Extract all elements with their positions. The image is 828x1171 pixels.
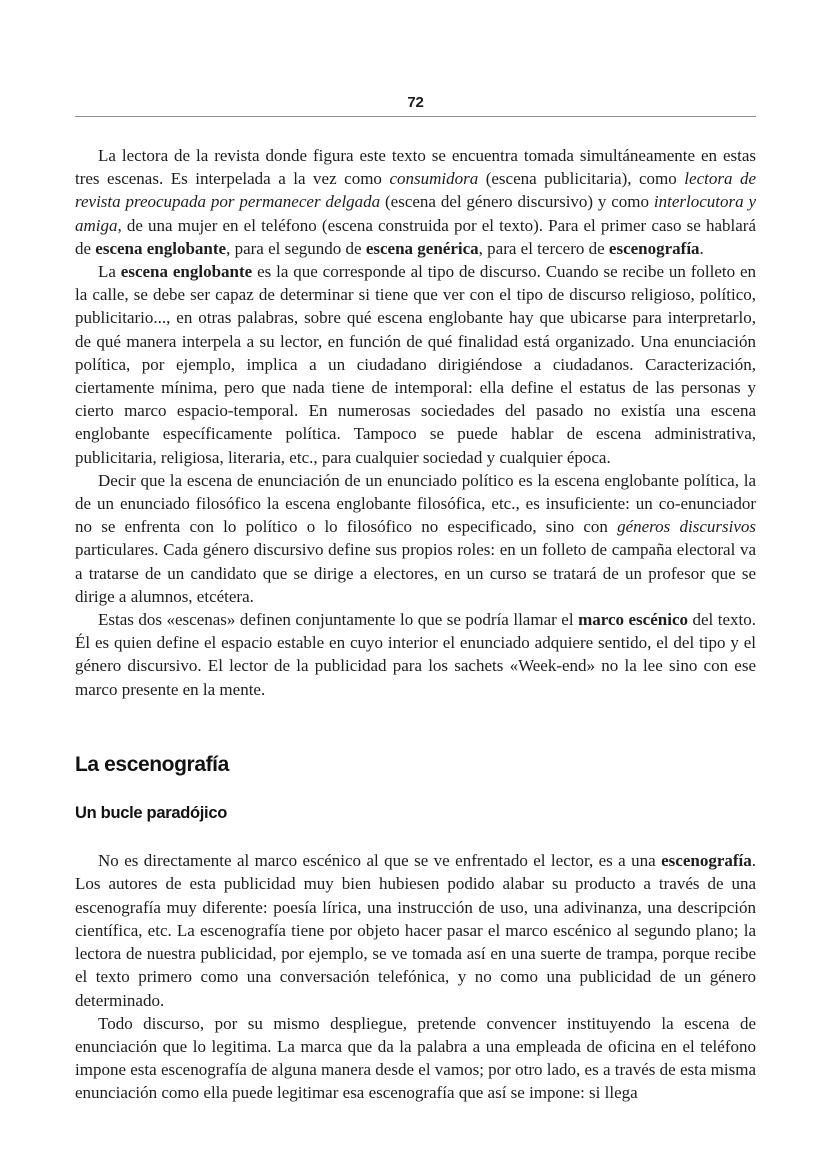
italic-run: géneros discursivos xyxy=(617,517,756,537)
body-paragraph xyxy=(75,1012,756,1105)
bold-run: escena englobante xyxy=(120,262,253,282)
header-rule xyxy=(75,116,756,117)
bold-run: escena genérica xyxy=(365,238,479,258)
text-run: , para el segundo de xyxy=(226,238,366,258)
text-run: . Los autores de esta publicidad muy bien hubiesen podido alabar su producto a través de una escenografía muy diferente: poesía lírica, una instrucción de uso, una adivinanza, una descripción científica, etc. La escenografía tiene por objeto hacer pasar el marco escénico al segundo plano; la lectora de nuestra publicidad, por ejemplo, se ve tomada así en una suerte de trampa, porque recibe el texto primero como una conversación telefónica, y no como una publicidad de un género determinado. xyxy=(75,851,756,1010)
text-run: particulares. Cada género discursivo define sus propios roles: en un folleto de campaña electoral va a tratarse de un candidato que se dirige a electores, en un curso se tratará de un profesor que se dirige a alumnos, etcétera. xyxy=(75,540,756,606)
text-run: , para el tercero de xyxy=(478,238,609,258)
text-run: Todo discurso, por su mismo despliegue, pretende convencer instituyendo la escena de enunciación que lo legitima. La marca que da la palabra a una empleada de oficina en el teléfono impone esta escenografía de alguna manera desde el vamos; por otro lado, es a través de esta misma enunciación como ella puede legitimar esa escenografía que así se impone: si llega xyxy=(75,1013,756,1103)
section-heading-la-escenografia xyxy=(75,753,756,776)
text-run: Estas dos «escenas» definen conjuntamente lo que se podría llamar el xyxy=(98,610,579,630)
text-run: del texto. Él es quien define el espacio estable en cuyo interior el enunciado adquiere sentido, el del tipo y el género discursivo. El lector de la publicidad para los sachets «Week-end» no la lee sino con ese marco presente en la mente. xyxy=(75,610,757,699)
text-run: (escena publicitaria), como xyxy=(478,169,685,189)
page-number: 72 xyxy=(407,94,424,111)
body-paragraph xyxy=(75,260,756,469)
body-paragraph xyxy=(75,608,756,701)
body-paragraph xyxy=(75,144,756,260)
text-run: No es directamente al marco escénico al que se ve enfrentado el lector, es a una xyxy=(98,851,662,871)
text-run: , de una mujer en el teléfono (escena construida por el texto). Para el primer caso se hablará de xyxy=(75,215,756,258)
bold-run: marco escénico xyxy=(578,610,688,630)
italic-run: interlocutora y amiga xyxy=(75,192,756,235)
text-run: La lectora de la revista donde figura este texto se encuentra tomada simultáneamente en estas tres escenas. Es interpelada a la vez como xyxy=(75,146,756,189)
content-column xyxy=(75,94,756,1105)
body-text xyxy=(75,144,756,1105)
text-run: La escenografía xyxy=(75,752,229,776)
subsection-heading-un-bucle-paradojico xyxy=(75,802,756,825)
italic-run: lectora de revista preocupada por permanecer delgada xyxy=(75,169,756,212)
text-run: Un bucle paradójico xyxy=(75,804,227,823)
text-run: La xyxy=(98,262,121,282)
bold-run: escena englobante xyxy=(95,238,227,258)
text-run: (escena del género discursivo) y como xyxy=(380,192,654,212)
body-paragraph xyxy=(75,849,756,1011)
body-paragraph xyxy=(75,469,756,608)
bold-run: escenografía xyxy=(661,851,752,871)
text-run: Decir que la escena de enunciación de un enunciado político es la escena englobante política, la de un enunciado filosófico la escena englobante filosófica, etc., es insuficiente: un co-enunciador no se enfrenta con lo político o lo filosófico no especificado, sino con xyxy=(75,470,756,537)
text-run: es la que corresponde al tipo de discurso. Cuando se recibe un folleto en la calle, se debe ser capaz de determinar si tiene que ver con el tipo de discurso religioso, político, publicitario..., en otras palabras, sobre qué escena englobante hay que ubicarse para interpretarlo, de qué manera interpela a su lector, en función de qué finalidad está organizado. Una enunciación política, por ejemplo, implica a un ciudadano dirigiéndose a ciudadanos. Caracterización, ciertamente mínima, pero que nada tiene de intemporal: ella define el estatus de las personas y cierto marco espacio-temporal. En numerosas sociedades del pasado no existía una escena englobante específicamente política. Tampoco se puede hablar de escena administrativa, publicitaria, religiosa, literaria, etc., para cualquier sociedad y cualquier época. xyxy=(75,262,756,467)
text-run: . xyxy=(699,238,704,258)
italic-run: consumidora xyxy=(389,169,479,189)
bold-run: escenografía xyxy=(608,238,700,258)
